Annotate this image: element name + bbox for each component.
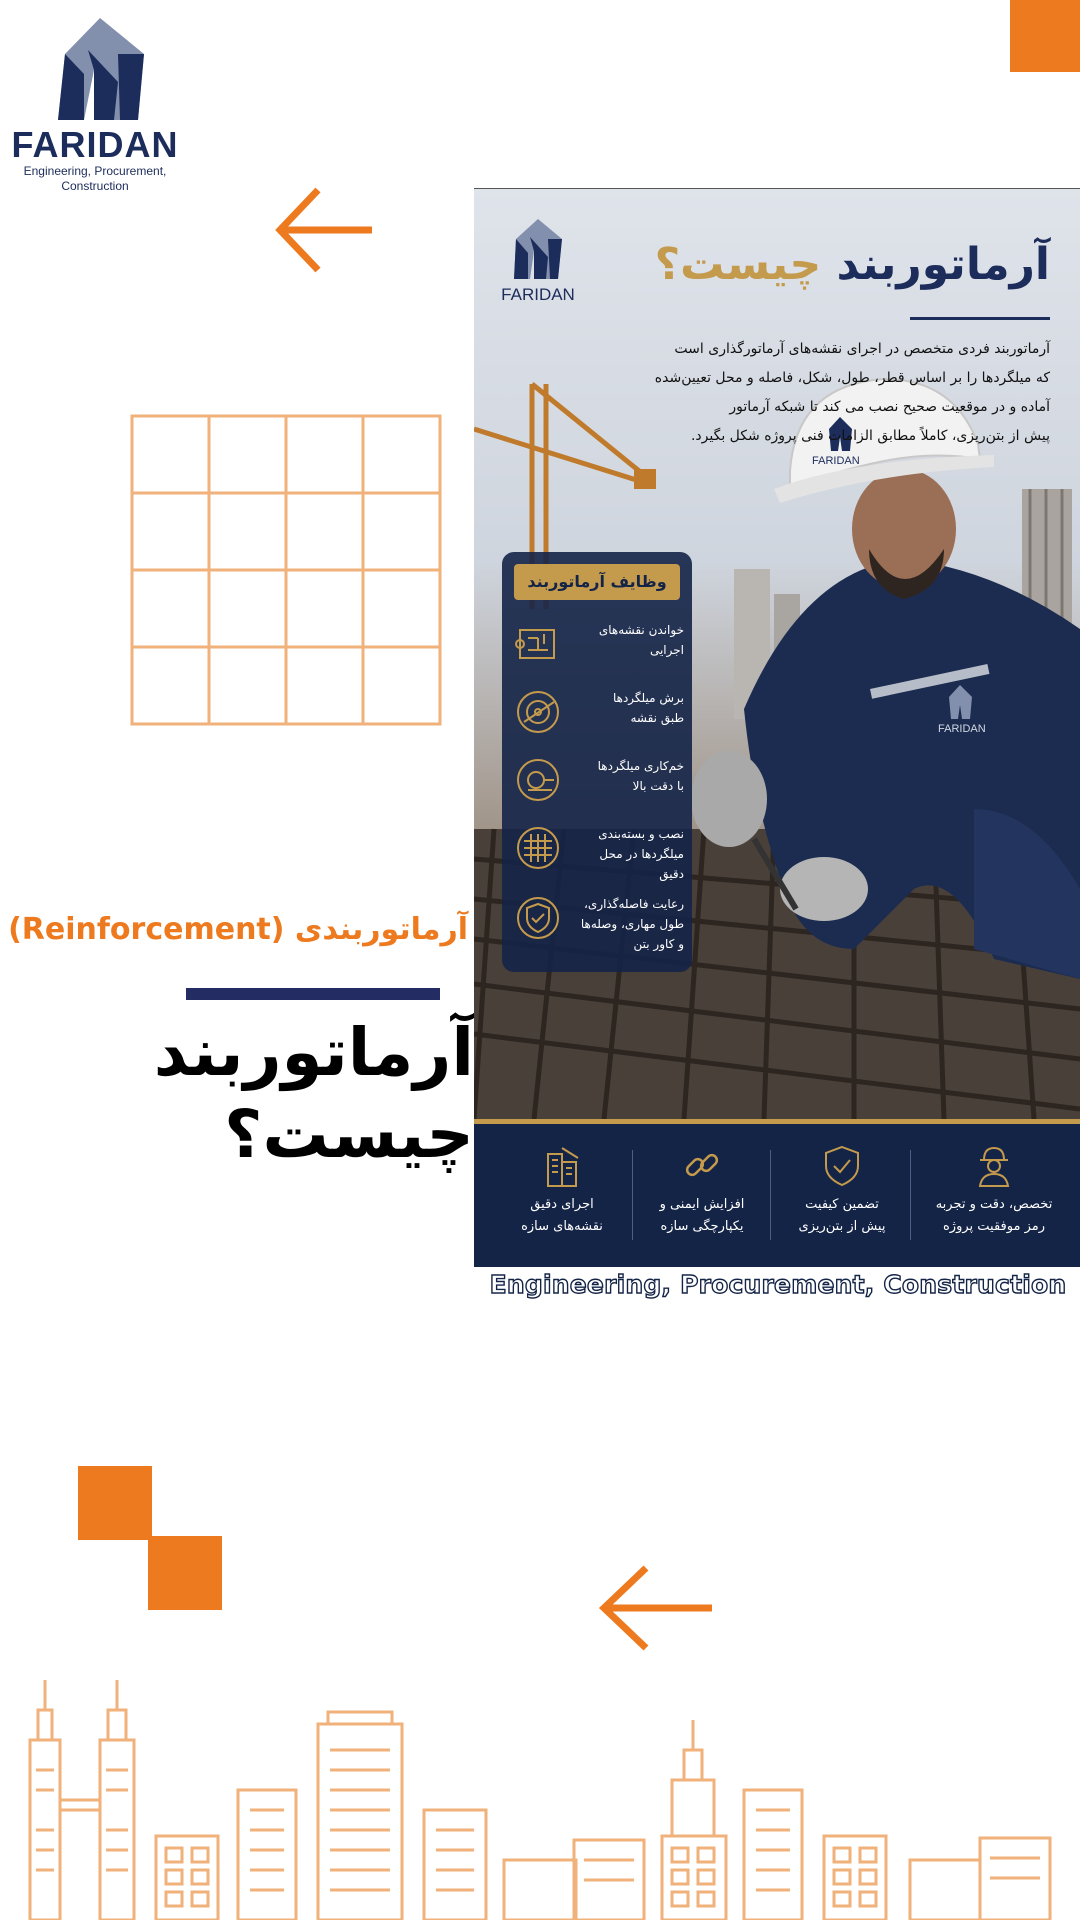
duty-text-line: نصب و بسته‌بندی (598, 827, 684, 841)
duty-text-line: رعایت فاصله‌گذاری، (584, 897, 684, 911)
subheading: آرماتوربندی (Reinforcement) (8, 912, 468, 947)
feature-text-line: تخصص، دقت و تجربه (935, 1197, 1053, 1212)
feature-item (492, 1144, 632, 1238)
shield-check-icon (514, 894, 562, 942)
faridan-logo (10, 12, 180, 202)
duty-text-line: با دقت بالا (632, 779, 684, 793)
feature-text-line: تضمین کیفیت (805, 1197, 879, 1212)
logo-tagline-line1: Engineering, Procurement, (23, 164, 167, 178)
duty-item (510, 820, 686, 882)
poster-logo-brand: FARIDAN (501, 285, 575, 304)
poster-title-main: آرماتوربند (836, 239, 1050, 290)
city-skyline-illustration (0, 1660, 1080, 1920)
poster-title-accent: چیست؟ (654, 239, 822, 290)
chain-link-icon (682, 1144, 722, 1188)
poster-description (630, 335, 1050, 451)
duty-text (572, 756, 684, 796)
duty-item (510, 684, 686, 746)
orange-square-top-right (1010, 0, 1080, 72)
orange-square-1 (78, 1466, 152, 1540)
feature-item (632, 1144, 772, 1238)
poster-title (655, 239, 1050, 290)
poster-title-rule (910, 317, 1050, 320)
poster-logo (496, 217, 580, 305)
rebar-grid-icon (514, 824, 562, 872)
duty-text-line: دقیق (659, 867, 684, 881)
duty-item (510, 752, 686, 814)
poster-image (474, 188, 1080, 1267)
duty-text (572, 824, 684, 884)
worker-icon (974, 1144, 1014, 1188)
feature-text-line: افزایش ایمنی و (659, 1197, 745, 1212)
feature-item (772, 1144, 912, 1238)
main-heading (60, 1012, 474, 1176)
grid-decoration (130, 414, 442, 726)
orange-square-2 (148, 1536, 222, 1610)
feature-text-line: پیش از بتن‌ریزی (798, 1219, 886, 1234)
logo-text (10, 126, 180, 194)
poster-description-line: آماده و در موقعیت صحیح نصب می کند تا شبکه آرماتور (729, 399, 1050, 415)
cutting-disc-icon (514, 688, 562, 736)
duty-text-line: و کاور بتن (633, 937, 684, 951)
feature-text-line: نقشه‌های سازه (521, 1219, 603, 1234)
duty-text (572, 688, 684, 728)
duty-text-line: خم‌کاری میلگردها (597, 759, 684, 773)
main-heading-line1: آرماتوربند (153, 1014, 474, 1091)
duty-item (510, 890, 686, 952)
duty-text-line: میلگردها در محل (599, 847, 684, 861)
feature-item (924, 1144, 1064, 1238)
logo-brand: FARIDAN (11, 124, 179, 165)
feature-text-line: یکپارچگی سازه (660, 1219, 744, 1234)
poster-description-line: که میلگردها را بر اساس قطر، طول، شکل، فاصله و محل تعیین‌شده (654, 370, 1050, 386)
arrow-left-icon (272, 180, 376, 280)
duty-text (572, 620, 684, 660)
poster-features-bar (474, 1119, 1080, 1267)
engineering-caption: Engineering, Procurement, Construction (489, 1270, 1067, 1299)
duty-text-line: خواندن نقشه‌های (598, 623, 684, 637)
feature-text-line: اجرای دقیق (530, 1197, 594, 1212)
poster-description-line: پیش از بتن‌ریزی، کاملاً مطابق الزامات فنی پروژه شکل بگیرد. (690, 428, 1050, 444)
feature-text-line: رمز موفقیت پروژه (943, 1219, 1045, 1234)
quality-shield-icon (822, 1144, 862, 1188)
poster-description-line: آرماتوربند فردی متخصص در اجرای نقشه‌های آرماتورگذاری است (674, 341, 1050, 357)
logo-tagline (10, 164, 180, 194)
duty-text-line: برش میلگردها (612, 691, 684, 705)
jacket-brand-text: FARIDAN (938, 723, 986, 735)
building-plan-icon (542, 1144, 582, 1188)
duties-panel (502, 552, 692, 972)
duty-text-line: طبق نقشه (630, 711, 684, 725)
duties-title: وظایف آرماتوربند (514, 564, 680, 600)
main-heading-line2: چیست؟ (224, 1096, 474, 1173)
arrow-left-icon (596, 1560, 714, 1660)
faridan-logo-mark-icon (10, 12, 180, 122)
duty-text-line: طول مهاری، وصله‌ها (580, 917, 684, 931)
duty-text (572, 894, 684, 954)
logo-tagline-line2: Construction (61, 179, 129, 193)
poster-logo-mark-icon (496, 217, 580, 281)
helmet-brand-text: FARIDAN (812, 455, 860, 467)
navy-underline-bar (186, 988, 440, 1000)
duty-item (510, 616, 686, 678)
duty-text-line: اجرایی (649, 643, 684, 657)
feature-divider (632, 1150, 633, 1240)
blueprint-icon (514, 620, 562, 668)
bending-machine-icon (514, 756, 562, 804)
